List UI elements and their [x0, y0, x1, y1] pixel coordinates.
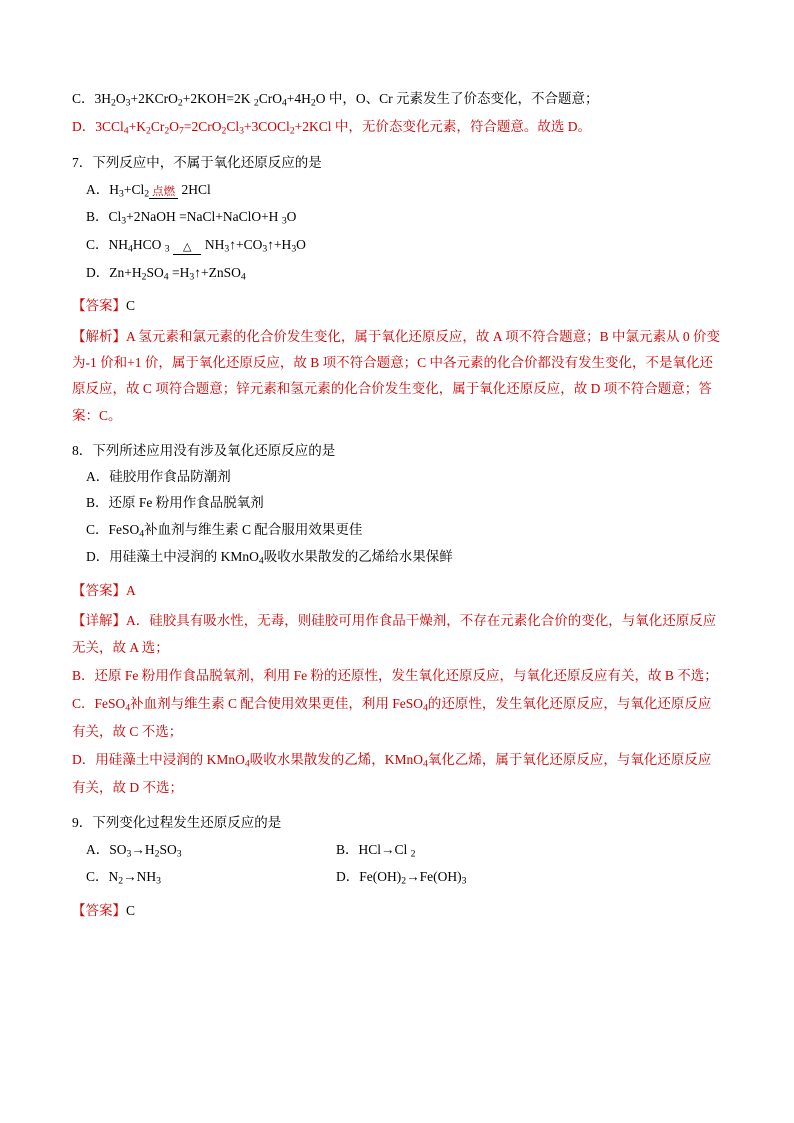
question-9-options-row-2 [72, 864, 722, 892]
question-7-stem-text: 7．下列反应中，不属于氧化还原反应的是 [72, 155, 322, 171]
option-b-text: B．还原 Fe 粉用作食品脱氧剂 [86, 495, 264, 511]
question-9-answer [72, 898, 722, 924]
question-9-stem [72, 810, 722, 836]
continuation-line-c [72, 86, 722, 114]
analysis-text-d: D．用硅藻土中浸润的 KMnO$_4$吸收水果散发的乙烯，KMnO$_4$氧化乙烯，属于氧化还原反应，与氧化还原反应有关，故 D 不选； [72, 752, 712, 795]
option-d-text: D．$Zn+H_2SO_4$ $=H_3↑+ZnSO_4$ [86, 264, 246, 283]
analysis-text: A 氢元素和氯元素的化合价发生变化，属于氧化还原反应，故 A 项不符合题意；B 中氯元素从 0 价变为-1 价和+1 价，属于氧化还原反应，故 B 项不符合题意；C 中各元素的化合价都没有发生变化，不是氧化还原反应，故 C 项符合题意；锌元素和氢元素的化合价发生变化，属于氧化还原反应，故 D 项不符合题意；答案：C。 [72, 328, 721, 423]
question-9-options-row-1 [72, 837, 722, 865]
question-7-option-d [72, 260, 722, 288]
option-b-text: B．HCl→Cl $_2$ [336, 841, 416, 860]
answer-value: A [126, 583, 136, 599]
analysis-text-b: B．还原 Fe 粉用作食品脱氧剂，利用 Fe 粉的还原性，发生氧化还原反应，与氧化还原反应有关，故 B 不选； [72, 668, 718, 683]
question-8-analysis-c [72, 691, 722, 745]
question-7-stem [72, 150, 722, 176]
analysis-text-a: A．硅胶具有吸水性，无毒，则硅胶可用作食品干燥剂，不存在元素化合价的变化，与氧化还原反应无关，故 A 选； [72, 613, 717, 655]
question-7-answer [72, 293, 722, 319]
question-9-option-c [86, 864, 336, 892]
question-8-stem-text: 8．下列所述应用没有涉及氧化还原反应的是 [72, 442, 336, 458]
option-a-text: A．硅胶用作食品防潮剂 [86, 469, 231, 485]
question-7-option-c [72, 232, 722, 260]
question-9-option-a [86, 837, 336, 865]
question-8-answer [72, 578, 722, 604]
option-c-text: C．$NH_4HCO$ $_3$ △ $NH_3↑+CO_3↑+H_3O$ [86, 236, 306, 255]
question-9-option-d [336, 864, 722, 892]
question-7-analysis [72, 324, 722, 429]
question-7-option-b [72, 204, 722, 232]
answer-label: 【答案】 [72, 902, 126, 918]
answer-label: 【答案】 [72, 298, 126, 314]
option-c-text: C．$N_2\to NH_3$ [86, 869, 161, 887]
question-8-analysis-b [72, 663, 722, 689]
question-9-stem-text: 9．下列变化过程发生还原反应的是 [72, 815, 282, 831]
question-8-option-c [72, 517, 722, 545]
question-8-option-a [72, 464, 722, 490]
option-b-text: B．$Cl_3+2NaOH$ =NaCl+NaClO+H $_3$O [86, 209, 297, 227]
continuation-line-d [72, 114, 722, 142]
question-7-option-a [72, 177, 722, 205]
question-8-option-b [72, 490, 722, 516]
question-8-stem [72, 438, 722, 464]
answer-value: C [126, 298, 136, 314]
option-a-text: A．$SO_3\to H_2SO_3$ [86, 841, 182, 860]
reaction-condition-ignite: 点燃 [149, 186, 178, 200]
answer-value: C [126, 902, 136, 918]
analysis-label: 【解析】 [72, 328, 126, 344]
option-a-text: A．$H_3+Cl_2$ 点燃 2HCl [86, 181, 211, 200]
question-8-analysis-d [72, 747, 722, 801]
question-9-option-b [336, 837, 722, 865]
option-d-text: D．用硅藻土中浸润的 KMnO$_4$吸收水果散发的乙烯给水果保鲜 [86, 549, 453, 568]
question-8-analysis-a [72, 608, 722, 661]
answer-label: 【答案】 [72, 583, 126, 599]
option-c-text: C．FeSO$_4$补血剂与维生素 C 配合服用效果更佳 [86, 521, 363, 540]
analysis-text-c: C．FeSO$_4$补血剂与维生素 C 配合使用效果更佳，利用 FeSO$_4$的还原性，发生氧化还原反应，与氧化还原反应有关，故 C 不选； [72, 696, 712, 739]
option-d-text: D．$Fe(OH)_2\to Fe(OH)_3$ [336, 869, 467, 887]
analysis-label: 【详解】 [72, 613, 126, 629]
question-8-option-d [72, 544, 722, 572]
line-c-text: C．$3H_2O_3+2KCrO_2+2KOH=2K$ $_2CrO_4+4H_2O$ 中，O、Cr 元素发生了价态变化，不合题意； [72, 91, 599, 109]
reaction-condition-heat: △ [173, 241, 201, 255]
line-d-text: D．$3CCl_4+K_2Cr_2O_7=2CrO_2Cl_3+3COCl_2+2KCl$ 中，无价态变化元素，符合题意。故选 D。 [72, 118, 592, 137]
